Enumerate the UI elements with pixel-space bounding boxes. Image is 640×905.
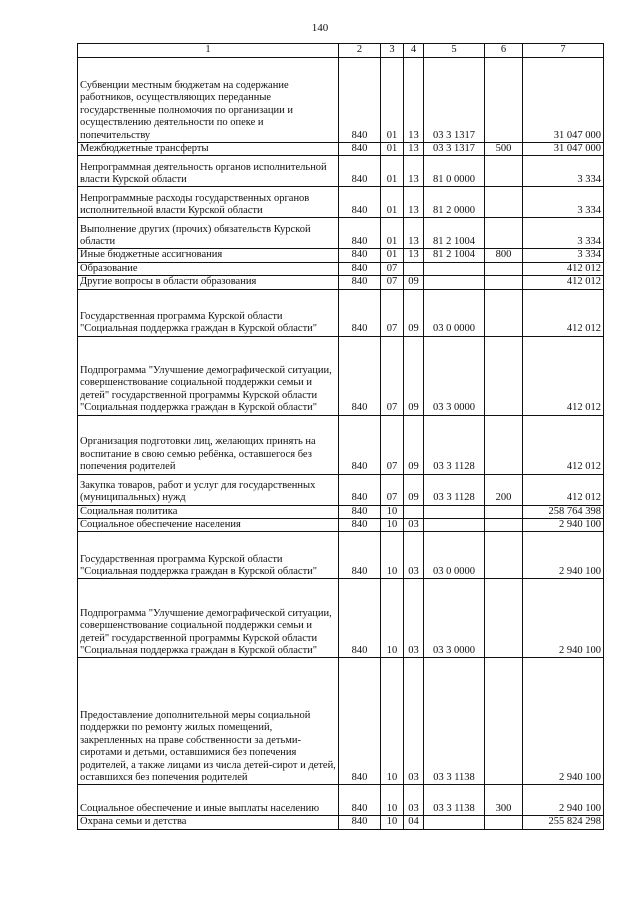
subsection-code-cell: 13 bbox=[404, 58, 424, 143]
row-name-cell: Иные бюджетные ассигнования bbox=[78, 249, 339, 262]
row-name-cell: Субвенции местным бюджетам на содержание работников, осуществляющих переданные государственные полномочия по организации и осуществлению деятельности по опеке и попечительству bbox=[78, 58, 339, 143]
section-code-cell: 10 bbox=[381, 816, 404, 829]
section-code-cell: 10 bbox=[381, 785, 404, 816]
expense-type-cell bbox=[485, 218, 523, 249]
grbs-code-cell: 840 bbox=[339, 785, 381, 816]
table-row bbox=[78, 658, 604, 785]
expense-type-cell bbox=[485, 816, 523, 829]
expense-type-cell bbox=[485, 505, 523, 518]
amount-cell: 2 940 100 bbox=[523, 658, 604, 785]
expense-type-cell bbox=[485, 187, 523, 218]
section-code-cell: 07 bbox=[381, 474, 404, 505]
column-header-5: 5 bbox=[424, 44, 485, 58]
header-row bbox=[78, 44, 604, 58]
section-code-cell: 10 bbox=[381, 579, 404, 658]
subsection-code-cell: 13 bbox=[404, 249, 424, 262]
grbs-code-cell: 840 bbox=[339, 532, 381, 579]
table-row bbox=[78, 532, 604, 579]
amount-cell: 412 012 bbox=[523, 289, 604, 336]
section-code-cell: 10 bbox=[381, 658, 404, 785]
row-name-cell: Социальное обеспечение населения bbox=[78, 519, 339, 532]
amount-cell: 412 012 bbox=[523, 474, 604, 505]
amount-cell: 2 940 100 bbox=[523, 785, 604, 816]
table-row bbox=[78, 519, 604, 532]
row-name-cell: Социальная политика bbox=[78, 505, 339, 518]
target-article-cell bbox=[424, 519, 485, 532]
row-name-cell: Охрана семьи и детства bbox=[78, 816, 339, 829]
subsection-code-cell bbox=[404, 262, 424, 275]
expense-type-cell bbox=[485, 579, 523, 658]
subsection-code-cell: 03 bbox=[404, 532, 424, 579]
subsection-code-cell: 03 bbox=[404, 785, 424, 816]
section-code-cell: 07 bbox=[381, 276, 404, 289]
expense-type-cell bbox=[485, 532, 523, 579]
grbs-code-cell: 840 bbox=[339, 156, 381, 187]
target-article-cell: 03 3 0000 bbox=[424, 336, 485, 415]
target-article-cell bbox=[424, 505, 485, 518]
column-header-4: 4 bbox=[404, 44, 424, 58]
grbs-code-cell: 840 bbox=[339, 58, 381, 143]
column-header-6: 6 bbox=[485, 44, 523, 58]
target-article-cell: 03 3 1317 bbox=[424, 58, 485, 143]
amount-cell: 255 824 298 bbox=[523, 816, 604, 829]
amount-cell: 412 012 bbox=[523, 415, 604, 474]
table-row bbox=[78, 218, 604, 249]
grbs-code-cell: 840 bbox=[339, 276, 381, 289]
table-row bbox=[78, 58, 604, 143]
column-header-3: 3 bbox=[381, 44, 404, 58]
section-code-cell: 07 bbox=[381, 289, 404, 336]
column-header-2: 2 bbox=[339, 44, 381, 58]
section-code-cell: 07 bbox=[381, 262, 404, 275]
grbs-code-cell: 840 bbox=[339, 474, 381, 505]
page-number: 140 bbox=[311, 22, 329, 34]
target-article-cell: 03 3 1138 bbox=[424, 785, 485, 816]
expense-type-cell bbox=[485, 415, 523, 474]
table-row bbox=[78, 143, 604, 156]
subsection-code-cell: 13 bbox=[404, 143, 424, 156]
target-article-cell: 03 3 1128 bbox=[424, 474, 485, 505]
amount-cell: 31 047 000 bbox=[523, 58, 604, 143]
grbs-code-cell: 840 bbox=[339, 218, 381, 249]
subsection-code-cell: 03 bbox=[404, 658, 424, 785]
section-code-cell: 10 bbox=[381, 505, 404, 518]
table-row bbox=[78, 262, 604, 275]
column-header-7: 7 bbox=[523, 44, 604, 58]
expense-type-cell bbox=[485, 289, 523, 336]
subsection-code-cell: 09 bbox=[404, 289, 424, 336]
expense-type-cell: 800 bbox=[485, 249, 523, 262]
grbs-code-cell: 840 bbox=[339, 415, 381, 474]
target-article-cell bbox=[424, 816, 485, 829]
row-name-cell: Организация подготовки лиц, желающих принять на воспитание в свою семью ребёнка, оставшегося без попечения родителей bbox=[78, 415, 339, 474]
expense-type-cell: 500 bbox=[485, 143, 523, 156]
target-article-cell: 03 0 0000 bbox=[424, 289, 485, 336]
target-article-cell: 03 3 1128 bbox=[424, 415, 485, 474]
row-name-cell: Непрограммная деятельность органов исполнительной власти Курской области bbox=[78, 156, 339, 187]
target-article-cell: 81 2 1004 bbox=[424, 218, 485, 249]
row-name-cell: Предоставление дополнительной меры социальной поддержки по ремонту жилых помещений, закрепленных на праве собственности за детьми-сиротами и детьми, оставшимися без попечения родителей, а также лицами из числа детей-сирот и детей, оставшихся без попечения родителей bbox=[78, 658, 339, 785]
amount-cell: 3 334 bbox=[523, 156, 604, 187]
expense-type-cell bbox=[485, 336, 523, 415]
section-code-cell: 07 bbox=[381, 336, 404, 415]
row-name-cell: Подпрограмма "Улучшение демографической ситуации, совершенствование социальной поддержки семьи и детей" государственной программы Курской области "Социальная поддержка граждан в Курской области" bbox=[78, 336, 339, 415]
subsection-code-cell: 03 bbox=[404, 579, 424, 658]
target-article-cell: 03 0 0000 bbox=[424, 532, 485, 579]
subsection-code-cell: 03 bbox=[404, 519, 424, 532]
table-row bbox=[78, 415, 604, 474]
expense-type-cell bbox=[485, 276, 523, 289]
target-article-cell: 03 3 1317 bbox=[424, 143, 485, 156]
grbs-code-cell: 840 bbox=[339, 505, 381, 518]
table-row bbox=[78, 187, 604, 218]
amount-cell: 412 012 bbox=[523, 276, 604, 289]
table-row bbox=[78, 474, 604, 505]
row-name-cell: Другие вопросы в области образования bbox=[78, 276, 339, 289]
subsection-code-cell: 09 bbox=[404, 276, 424, 289]
expense-type-cell bbox=[485, 156, 523, 187]
amount-cell: 3 334 bbox=[523, 249, 604, 262]
subsection-code-cell: 13 bbox=[404, 156, 424, 187]
table-row bbox=[78, 249, 604, 262]
subsection-code-cell: 09 bbox=[404, 415, 424, 474]
subsection-code-cell: 04 bbox=[404, 816, 424, 829]
expense-type-cell bbox=[485, 262, 523, 275]
row-name-cell: Социальное обеспечение и иные выплаты населению bbox=[78, 785, 339, 816]
row-name-cell: Государственная программа Курской области "Социальная поддержка граждан в Курской области" bbox=[78, 289, 339, 336]
target-article-cell: 81 2 0000 bbox=[424, 187, 485, 218]
table-row bbox=[78, 336, 604, 415]
target-article-cell: 03 3 1138 bbox=[424, 658, 485, 785]
table-row bbox=[78, 579, 604, 658]
amount-cell: 3 334 bbox=[523, 218, 604, 249]
section-code-cell: 01 bbox=[381, 249, 404, 262]
amount-cell: 258 764 398 bbox=[523, 505, 604, 518]
subsection-code-cell bbox=[404, 505, 424, 518]
target-article-cell bbox=[424, 262, 485, 275]
row-name-cell: Образование bbox=[78, 262, 339, 275]
section-code-cell: 07 bbox=[381, 415, 404, 474]
table-row bbox=[78, 156, 604, 187]
amount-cell: 412 012 bbox=[523, 262, 604, 275]
table-row bbox=[78, 289, 604, 336]
amount-cell: 2 940 100 bbox=[523, 519, 604, 532]
section-code-cell: 01 bbox=[381, 187, 404, 218]
amount-cell: 412 012 bbox=[523, 336, 604, 415]
budget-table bbox=[77, 43, 604, 830]
row-name-cell: Подпрограмма "Улучшение демографической ситуации, совершенствование социальной поддержки семьи и детей" государственной программы Курской области "Социальная поддержка граждан в Курской области" bbox=[78, 579, 339, 658]
grbs-code-cell: 840 bbox=[339, 187, 381, 218]
amount-cell: 2 940 100 bbox=[523, 532, 604, 579]
expense-type-cell bbox=[485, 58, 523, 143]
table-row bbox=[78, 816, 604, 829]
amount-cell: 2 940 100 bbox=[523, 579, 604, 658]
section-code-cell: 01 bbox=[381, 143, 404, 156]
row-name-cell: Выполнение других (прочих) обязательств Курской области bbox=[78, 218, 339, 249]
subsection-code-cell: 09 bbox=[404, 474, 424, 505]
section-code-cell: 01 bbox=[381, 156, 404, 187]
grbs-code-cell: 840 bbox=[339, 658, 381, 785]
section-code-cell: 01 bbox=[381, 58, 404, 143]
grbs-code-cell: 840 bbox=[339, 289, 381, 336]
table-row bbox=[78, 785, 604, 816]
grbs-code-cell: 840 bbox=[339, 579, 381, 658]
expense-type-cell: 200 bbox=[485, 474, 523, 505]
table-row bbox=[78, 276, 604, 289]
grbs-code-cell: 840 bbox=[339, 336, 381, 415]
amount-cell: 31 047 000 bbox=[523, 143, 604, 156]
subsection-code-cell: 09 bbox=[404, 336, 424, 415]
grbs-code-cell: 840 bbox=[339, 249, 381, 262]
subsection-code-cell: 13 bbox=[404, 187, 424, 218]
expense-type-cell bbox=[485, 519, 523, 532]
section-code-cell: 01 bbox=[381, 218, 404, 249]
table-row bbox=[78, 505, 604, 518]
row-name-cell: Государственная программа Курской области "Социальная поддержка граждан в Курской области" bbox=[78, 532, 339, 579]
grbs-code-cell: 840 bbox=[339, 262, 381, 275]
target-article-cell: 81 0 0000 bbox=[424, 156, 485, 187]
target-article-cell: 81 2 1004 bbox=[424, 249, 485, 262]
target-article-cell: 03 3 0000 bbox=[424, 579, 485, 658]
grbs-code-cell: 840 bbox=[339, 816, 381, 829]
column-header-1: 1 bbox=[78, 44, 339, 58]
grbs-code-cell: 840 bbox=[339, 143, 381, 156]
section-code-cell: 10 bbox=[381, 532, 404, 579]
row-name-cell: Непрограммные расходы государственных органов исполнительной власти Курской области bbox=[78, 187, 339, 218]
row-name-cell: Закупка товаров, работ и услуг для государственных (муниципальных) нужд bbox=[78, 474, 339, 505]
target-article-cell bbox=[424, 276, 485, 289]
amount-cell: 3 334 bbox=[523, 187, 604, 218]
section-code-cell: 10 bbox=[381, 519, 404, 532]
expense-type-cell bbox=[485, 658, 523, 785]
expense-type-cell: 300 bbox=[485, 785, 523, 816]
grbs-code-cell: 840 bbox=[339, 519, 381, 532]
subsection-code-cell: 13 bbox=[404, 218, 424, 249]
row-name-cell: Межбюджетные трансферты bbox=[78, 143, 339, 156]
